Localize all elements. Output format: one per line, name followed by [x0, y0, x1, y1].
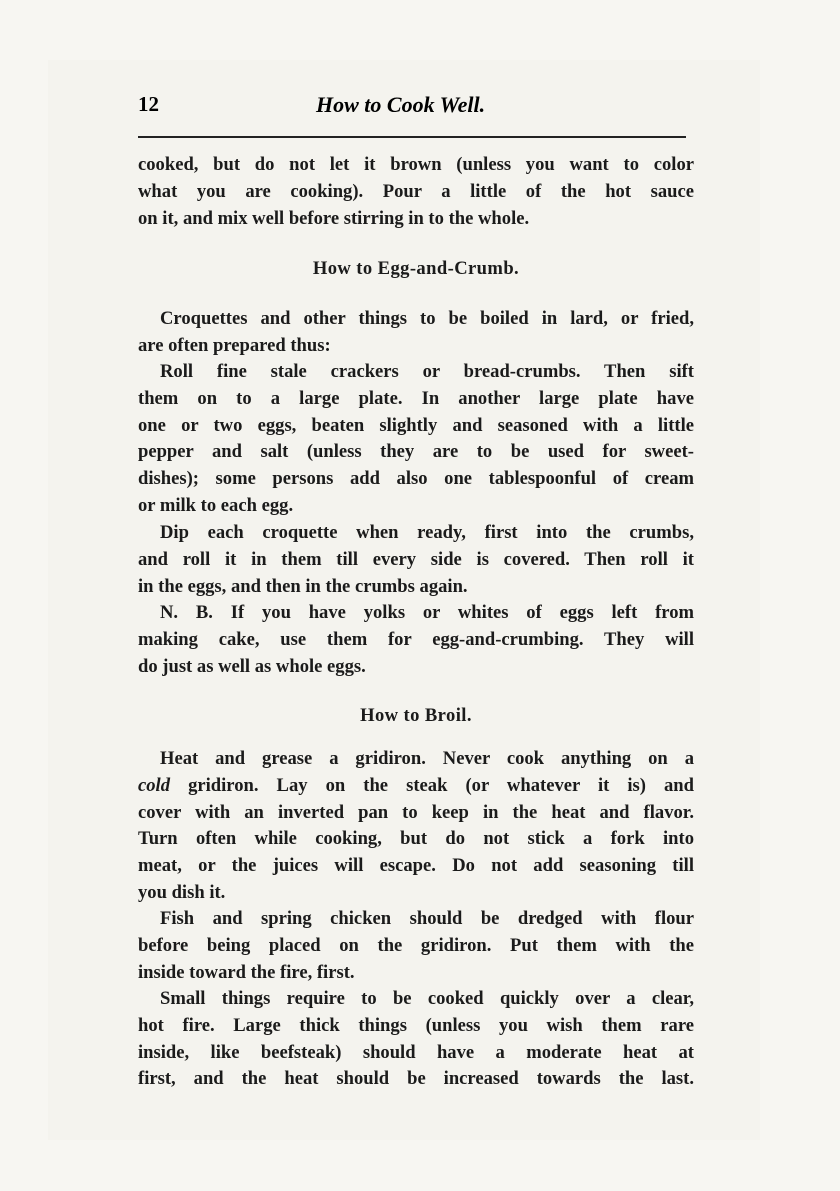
- text-line: you dish it.: [138, 881, 226, 903]
- text-line: what you are cooking). Pour a little of the hot sauce: [138, 180, 694, 202]
- section-heading: How to Broil.: [360, 705, 472, 726]
- header-rule: [138, 136, 686, 138]
- text-line: N. B. If you have yolks or whites of eggs left from: [160, 602, 694, 623]
- text-line: inside toward the fire, first.: [138, 961, 355, 983]
- text-line: pepper and salt (unless they are to be used for sweet-: [138, 441, 694, 463]
- section1-p1: [138, 306, 694, 360]
- text-line: dishes); some persons add also one tablespoonful of cream: [138, 468, 694, 490]
- text-line: Turn often while cooking, but do not stick a fork into: [138, 828, 694, 850]
- text-line: them on to a large plate. In another large plate have: [138, 387, 694, 409]
- text-line: first, and the heat should be increased towards the last.: [138, 1068, 694, 1090]
- section1-p2: [138, 359, 694, 520]
- text-line: Croquettes and other things to be boiled in lard, or fried,: [160, 308, 694, 329]
- page-number: 12: [138, 92, 159, 116]
- text-line: cooked, but do not let it brown (unless you want to color: [138, 154, 694, 175]
- intro-paragraph: [138, 152, 694, 232]
- text-line: Fish and spring chicken should be dredged with flour: [160, 908, 694, 929]
- page-header: [138, 92, 686, 126]
- text-line: inside, like beefsteak) should have a moderate heat at: [138, 1041, 694, 1063]
- text-line: Heat and grease a gridiron. Never cook anything on a: [160, 748, 694, 769]
- section1-p3: [138, 520, 694, 600]
- text-line: do just as well as whole eggs.: [138, 655, 366, 677]
- section2-p1: [138, 746, 694, 907]
- text-line: Dip each croquette when ready, first into the crumbs,: [160, 522, 694, 543]
- text-line: are often prepared thus:: [138, 334, 331, 356]
- section1-p4: [138, 600, 694, 680]
- text-line: hot fire. Large thick things (unless you wish them rare: [138, 1014, 694, 1036]
- text-line: one or two eggs, beaten slightly and seasoned with a little: [138, 414, 694, 436]
- text-line: Small things require to be cooked quickly over a clear,: [160, 988, 694, 1009]
- section-heading-egg-and-crumb: [138, 258, 694, 280]
- text-line: before being placed on the gridiron. Put them with the: [138, 934, 694, 956]
- text-line: in the eggs, and then in the crumbs again.: [138, 575, 468, 597]
- italic-word: cold: [138, 774, 171, 796]
- running-title: How to Cook Well.: [316, 92, 486, 117]
- text-line-with-italic: [138, 773, 694, 800]
- text-line: Roll fine stale crackers or bread-crumbs. Then sift: [160, 361, 694, 382]
- text-line: making cake, use them for egg-and-crumbing. They will: [138, 628, 694, 650]
- text-line: or milk to each egg.: [138, 494, 294, 516]
- text-line: on it, and mix well before stirring in to the whole.: [138, 207, 530, 229]
- text-line: cover with an inverted pan to keep in the heat and flavor.: [138, 801, 694, 823]
- text-fragment: gridiron. Lay on the steak (or whatever it is) and: [170, 774, 694, 796]
- section-heading: How to Egg-and-Crumb.: [312, 258, 520, 279]
- text-line: and roll it in them till every side is covered. Then roll it: [138, 548, 694, 570]
- section2-p2: [138, 906, 694, 986]
- text-line: meat, or the juices will escape. Do not add seasoning till: [138, 855, 694, 877]
- section-heading-broil: [138, 705, 694, 727]
- section2-p3: [138, 986, 694, 1093]
